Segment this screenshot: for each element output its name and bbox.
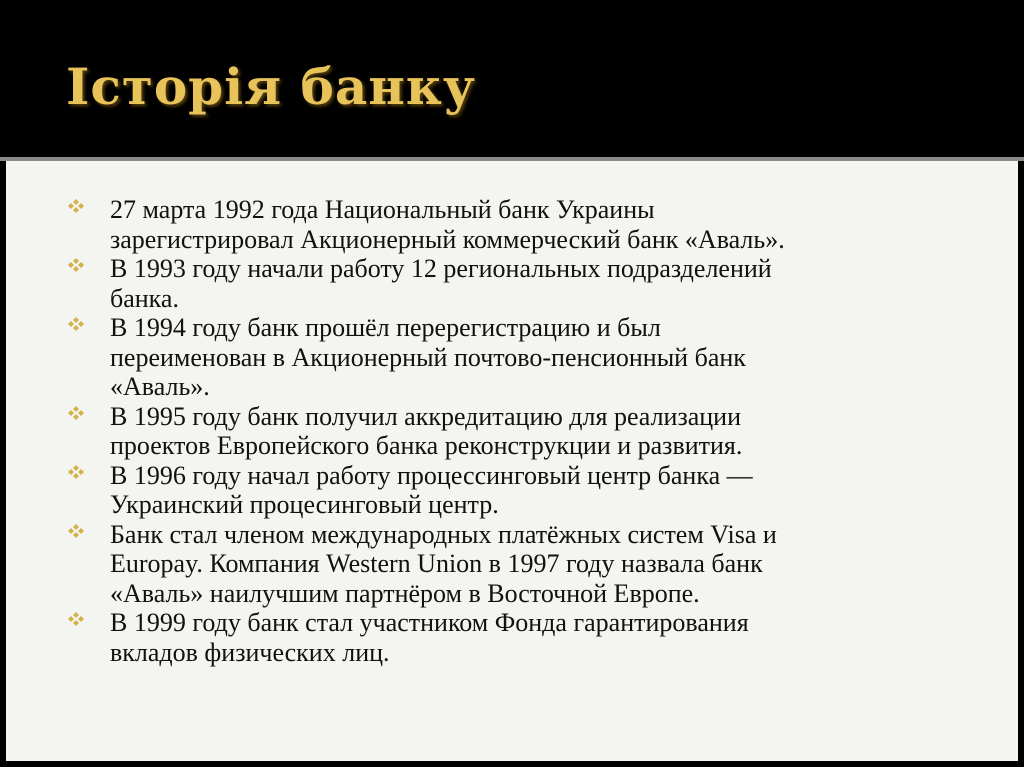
content-panel (6, 161, 1018, 761)
diamond-bullet-icon (68, 464, 84, 480)
diamond-bullet-icon (68, 611, 84, 627)
bullet-text-line: переименован в Акционерный почтово-пенсионный банк (110, 342, 746, 372)
bullet-text-line: В 1994 году банк прошёл перерегистрацию и был (110, 313, 661, 342)
bullet-text-line: вкладов физических лиц. (110, 637, 390, 667)
diamond-bullet-icon (68, 405, 84, 421)
slide-title: Історія банку (66, 57, 476, 116)
bullet-text-line: В 1999 году банк стал участником Фонда гарантирования (110, 608, 749, 637)
diamond-bullet-icon (68, 257, 84, 273)
bullet-text-line: банка. (110, 283, 179, 313)
bullet-item (68, 608, 928, 667)
bullet-text-line: Банк стал членом международных платёжных систем Visa и (110, 519, 777, 549)
bullet-text-line: «Аваль». (110, 372, 210, 401)
bullet-text-line: Europay. Компания Western Union в 1997 году назвала банк (110, 549, 763, 578)
bullet-text-line: проектов Европейского банка реконструкции и развития. (110, 431, 743, 460)
bullet-item (68, 195, 928, 254)
diamond-bullet-icon (68, 316, 84, 332)
bullet-item (68, 520, 928, 609)
bullet-text-line: В 1996 году начал работу процессинговый центр банка — (110, 460, 753, 490)
bullet-item (68, 313, 928, 402)
diamond-bullet-icon (68, 198, 84, 214)
bullet-text-line: Украинский процесинговый центр. (110, 490, 499, 519)
diamond-bullet-icon (68, 523, 84, 539)
bullet-text-line: зарегистрировал Акционерный коммерческий банк «Аваль». (110, 224, 785, 254)
bullet-item (68, 402, 928, 461)
bullet-text-line: В 1993 году начали работу 12 региональных подразделений (110, 254, 772, 283)
bullet-item (68, 254, 928, 313)
bullet-item (68, 461, 928, 520)
bullet-text-line: «Аваль» наилучшим партнёром в Восточной Европе. (110, 578, 700, 608)
title-bar (0, 0, 1024, 157)
bullet-text-line: 27 марта 1992 года Национальный банк Украины (110, 195, 655, 224)
bullet-list (68, 195, 928, 667)
bullet-text-line: В 1995 году банк получил аккредитацию для реализации (110, 401, 742, 431)
